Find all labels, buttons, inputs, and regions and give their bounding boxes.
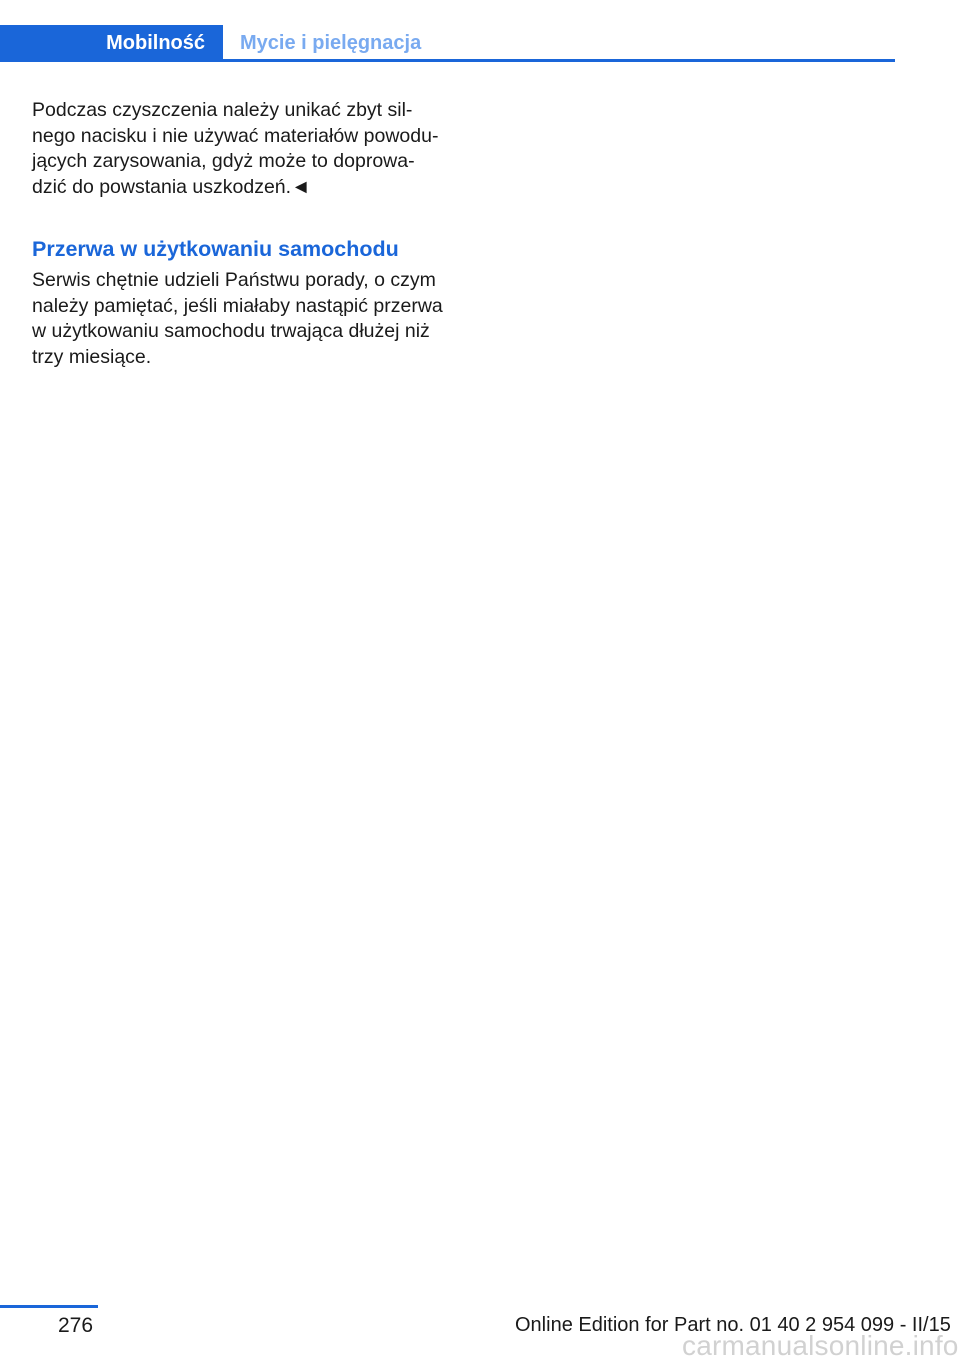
edition-text: Online Edition for Part no. 01 40 2 954 099 - II/15 (515, 1314, 951, 1336)
text-line: należy pamiętać, jeśli miałaby nastąpić przerwa (32, 294, 443, 317)
text-line: dzić do powstania uszkodzeń.◄ (32, 175, 311, 198)
watermark: carmanualsonline.info (682, 1330, 959, 1361)
paragraph-storage-advice (32, 268, 443, 370)
text-line: trzy miesiące. (32, 345, 152, 368)
text-line: w użytkowaniu samochodu trwająca dłużej niż (32, 320, 430, 342)
tab-mycie-i-pielegnacja[interactable]: Mycie i pielęgnacja (240, 32, 422, 54)
section-heading: Przerwa w użytkowaniu samochodu (32, 237, 399, 261)
paragraph-cleaning-warning (32, 98, 452, 200)
footer-rule (0, 1305, 98, 1308)
text-line: nego nacisku i nie używać materiałów powodu- (32, 124, 439, 147)
tab-mobilnosc[interactable]: Mobilność (0, 25, 223, 62)
page-content (32, 98, 452, 368)
text-line: jących zarysowania, gdyż może to doprowa- (32, 150, 415, 172)
text-line: Podczas czyszczenia należy unikać zbyt sil- (32, 99, 413, 121)
page-number: 276 (58, 1314, 94, 1337)
page-header (0, 0, 895, 62)
text-line: Serwis chętnie udzieli Państwu porady, o czym (32, 269, 436, 291)
